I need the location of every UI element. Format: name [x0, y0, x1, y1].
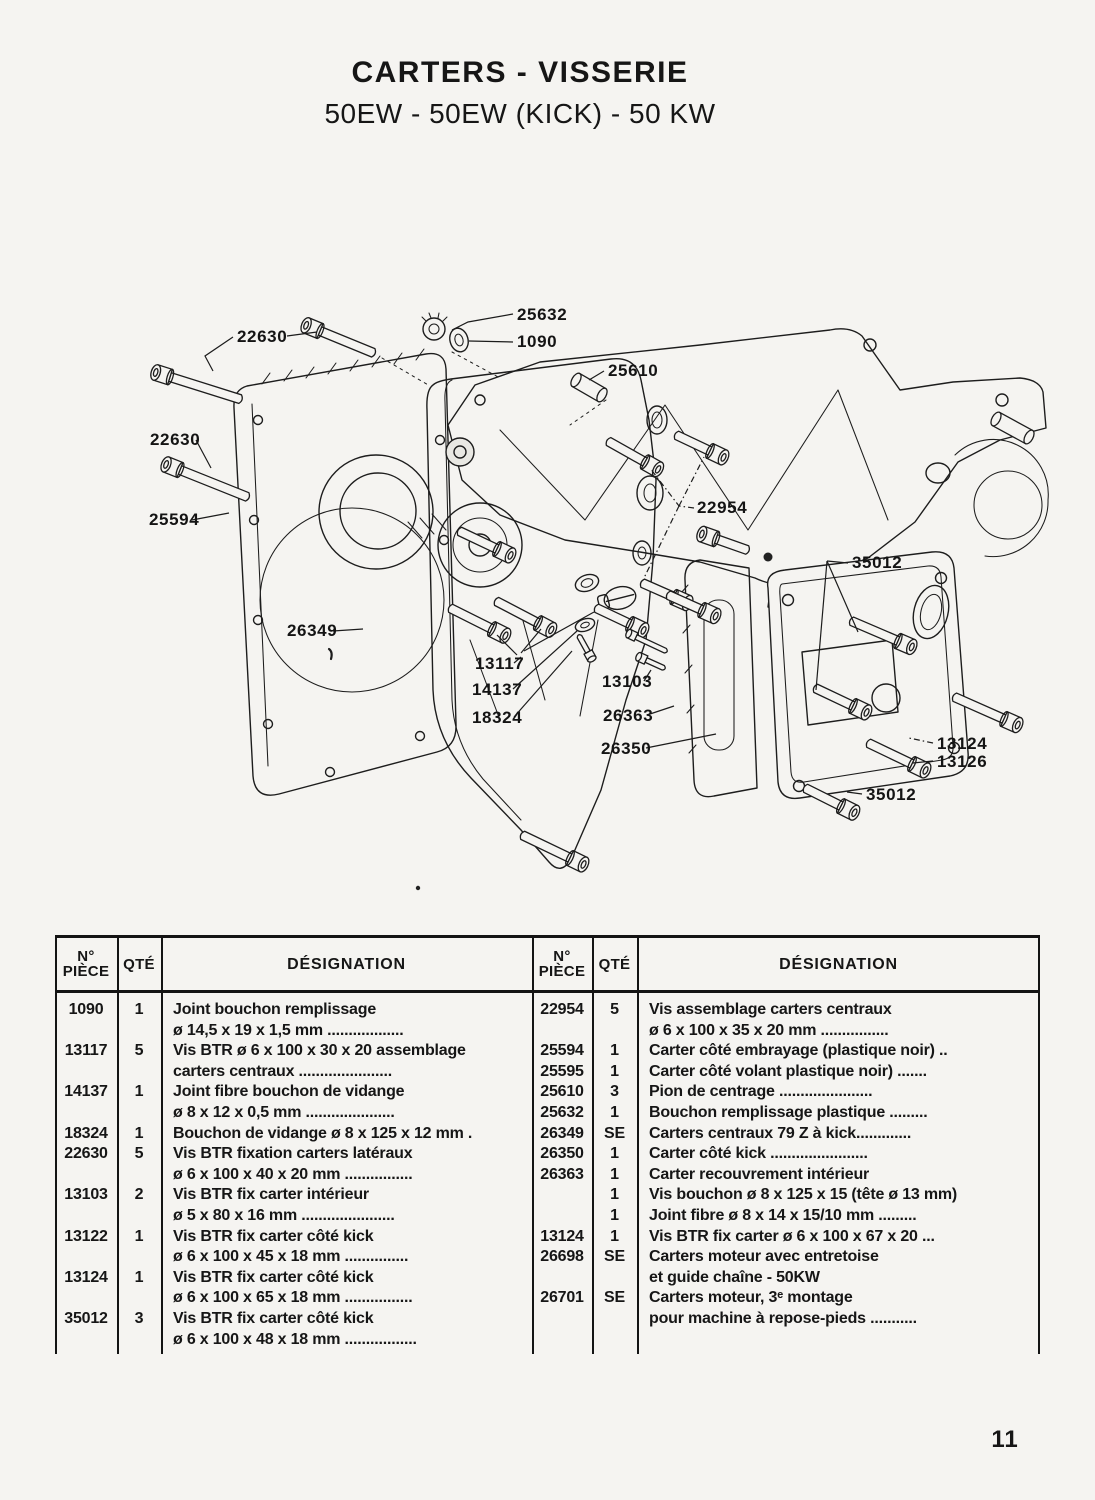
diagram-callout-label: 26363 [603, 706, 654, 725]
callout-leader [205, 337, 233, 371]
part-number-cell: 26701 [540, 1289, 584, 1307]
socket-bolt [149, 364, 244, 408]
qty-cell: SE [604, 1248, 625, 1266]
page-number: 11 [991, 1426, 1019, 1453]
page-header [0, 56, 1040, 130]
part-number-cell [532, 1206, 592, 1227]
designation-cell [637, 1082, 1040, 1103]
qty-cell: 1 [610, 1042, 619, 1060]
diagram-callout-label: 18324 [472, 708, 523, 727]
col-header-designation-label: DÉSIGNATION [287, 955, 406, 973]
qty-cell: 3 [610, 1083, 619, 1101]
socket-bolt [575, 633, 597, 664]
table-row [532, 1124, 1040, 1145]
dowel-pin [989, 411, 1036, 446]
designation-line: ø 8 x 12 x 0,5 mm ..................... [173, 1103, 395, 1121]
part-number-cell: 25632 [540, 1103, 584, 1121]
table-row [55, 1309, 532, 1350]
fibre-washer [573, 571, 601, 594]
part-number-cell: 13117 [64, 1042, 108, 1060]
designation-cell [637, 1124, 1040, 1145]
qty-cell: SE [604, 1289, 625, 1307]
table-body-right [532, 993, 1040, 1350]
designation-cell [161, 1124, 532, 1145]
col-header-qty-label: QTÉ [598, 955, 631, 973]
designation-cell [161, 1227, 532, 1268]
designation-line: Bouchon remplissage plastique ......... [649, 1103, 928, 1121]
page-subtitle: 50EW - 50EW (KICK) - 50 KW [324, 98, 716, 129]
designation-line: Vis BTR fix carter ø 6 x 100 x 67 x 20 ... [649, 1227, 935, 1245]
designation-line: pour machine à repose-pieds ........... [649, 1309, 917, 1327]
designation-cell [637, 1165, 1040, 1186]
diagram-callout-label: 22630 [150, 430, 201, 449]
designation-line: ø 6 x 100 x 65 x 18 mm ................ [173, 1289, 413, 1307]
designation-line: Vis BTR fix carter côté kick [173, 1268, 374, 1286]
table-row [55, 1268, 532, 1309]
col-header-part [532, 938, 592, 990]
designation-line: Vis BTR fix carter côté kick [173, 1309, 374, 1327]
socket-bolt [664, 587, 723, 625]
designation-line: Joint fibre bouchon de vidange [173, 1083, 405, 1101]
qty-cell: 5 [610, 1001, 619, 1018]
diagram-callout-label: 25610 [608, 361, 659, 380]
socket-bolt [695, 525, 752, 558]
exploded-diagram [0, 280, 1095, 900]
dowel-pin [569, 372, 609, 404]
col-header-part-no: N° [77, 948, 95, 965]
designation-line: ø 6 x 100 x 35 x 20 mm ................ [649, 1021, 889, 1039]
callout-leader [644, 506, 679, 578]
designation-cell [637, 1185, 1040, 1206]
part-number-cell: 25595 [540, 1062, 584, 1080]
socket-bolt [635, 652, 667, 673]
qty-cell: 1 [134, 1227, 144, 1245]
callout-leader [646, 734, 716, 748]
designation-line: Vis BTR fix carter côté kick [173, 1227, 374, 1245]
designation-line: Vis bouchon ø 8 x 125 x 15 (tête ø 13 mm) [649, 1186, 958, 1204]
designation-line: Vis BTR fix carter intérieur [173, 1186, 369, 1204]
designation-cell [161, 1309, 532, 1350]
stray-mark [329, 649, 332, 659]
qty-cell: SE [604, 1124, 625, 1142]
stray-dot [416, 886, 420, 890]
table-row [55, 1041, 532, 1082]
designation-cell [637, 1103, 1040, 1124]
designation-cell [161, 1082, 532, 1123]
filler-plug-25632 [422, 313, 447, 340]
qty-cell: 1 [610, 1103, 619, 1121]
designation-line: Bouchon de vidange ø 8 x 125 x 12 mm . [173, 1124, 473, 1142]
table-row [532, 1288, 1040, 1329]
socket-bolt [299, 316, 378, 361]
col-header-qty [592, 938, 637, 990]
diagram-callout-label: 22954 [697, 498, 748, 517]
designation-cell [161, 1185, 532, 1226]
part-number-cell: 25610 [540, 1083, 584, 1101]
qty-cell: 5 [134, 1145, 144, 1163]
part-number-cell: 18324 [64, 1124, 108, 1142]
table-row [532, 1103, 1040, 1124]
part-number-cell: 22954 [540, 1001, 584, 1018]
designation-cell [637, 1144, 1040, 1165]
designation-cell [637, 1247, 1040, 1288]
designation-cell [637, 1000, 1040, 1041]
diagram-callout-label: 14137 [472, 680, 523, 699]
table-row [55, 1082, 532, 1123]
designation-line: Vis BTR fixation carters latéraux [173, 1145, 413, 1163]
table-row [55, 1227, 532, 1268]
table-row [532, 1000, 1040, 1041]
designation-cell [637, 1227, 1040, 1248]
designation-line: Carters centraux 79 Z à kick............. [649, 1124, 912, 1142]
col-header-part-no: N° [553, 948, 571, 965]
designation-line: et guide chaîne - 50KW [649, 1268, 820, 1286]
table-row [55, 1124, 532, 1145]
col-header-designation [161, 938, 532, 990]
socket-bolt [671, 427, 731, 466]
carter-flywheel-side [955, 439, 1048, 556]
part-number-cell: 26363 [540, 1165, 584, 1183]
designation-line: ø 6 x 100 x 48 x 18 mm ................. [173, 1330, 417, 1348]
qty-cell: 1 [134, 1124, 144, 1142]
part-number-cell: 26350 [540, 1145, 584, 1163]
designation-line: carters centraux ...................... [173, 1062, 392, 1080]
qty-cell: 1 [610, 1165, 619, 1183]
qty-cell: 1 [134, 1083, 144, 1101]
designation-line: Pion de centrage ...................... [649, 1083, 873, 1101]
part-number-cell: 25594 [540, 1042, 584, 1060]
part-number-cell: 22630 [64, 1145, 108, 1163]
designation-line: Vis assemblage carters centraux [649, 1001, 892, 1018]
qty-cell: 1 [610, 1186, 619, 1204]
designation-line: Carter côté kick ....................... [649, 1145, 868, 1163]
designation-cell [161, 1041, 532, 1082]
col-header-designation-label: DÉSIGNATION [779, 955, 898, 973]
designation-cell [161, 1000, 532, 1041]
table-row [532, 1165, 1040, 1186]
diagram-callout-label: 13126 [937, 752, 988, 771]
part-number-cell: 35012 [64, 1309, 108, 1327]
table-row [55, 1000, 532, 1041]
designation-line: Carter recouvrement intérieur [649, 1165, 870, 1183]
part-number-cell: 14137 [64, 1083, 108, 1101]
designation-cell [637, 1206, 1040, 1227]
table-row [532, 1062, 1040, 1083]
designation-line: Joint bouchon remplissage [173, 1001, 377, 1018]
table-row [532, 1041, 1040, 1062]
col-header-qty-label: QTÉ [123, 955, 155, 973]
table-row [532, 1227, 1040, 1248]
page-title: CARTERS - VISSERIE [351, 56, 689, 89]
part-number-cell: 26698 [540, 1248, 584, 1266]
qty-cell: 3 [134, 1309, 144, 1327]
designation-cell [637, 1041, 1040, 1062]
qty-cell: 1 [610, 1227, 619, 1245]
diagram-callout-label: 26350 [601, 739, 652, 758]
diagram-callout-label: 22630 [237, 327, 288, 346]
callout-leader [847, 792, 862, 794]
designation-line: Joint fibre ø 8 x 14 x 15/10 mm ......... [649, 1206, 917, 1224]
callout-leader [452, 314, 513, 330]
table-row [55, 1185, 532, 1226]
filler-gasket-1090 [447, 326, 471, 354]
designation-line: ø 6 x 100 x 45 x 18 mm ............... [173, 1248, 409, 1266]
socket-bolt [603, 434, 666, 479]
col-header-part-piece: PIÈCE [62, 963, 110, 980]
qty-cell: 1 [134, 1001, 144, 1018]
designation-cell [637, 1288, 1040, 1329]
callout-leader [333, 629, 363, 631]
parts-table [55, 935, 1040, 1354]
table-row [532, 1247, 1040, 1288]
designation-line: ø 14,5 x 19 x 1,5 mm .................. [173, 1021, 404, 1039]
small-screw-dot [764, 553, 773, 562]
qty-cell: 1 [134, 1268, 144, 1286]
diagram-callout-label: 13117 [475, 654, 525, 673]
col-header-designation [637, 938, 1040, 990]
qty-cell: 2 [134, 1186, 144, 1204]
part-number-cell: 13124 [64, 1268, 108, 1286]
carter-left-cover [234, 349, 456, 795]
part-number-cell: 13103 [64, 1186, 108, 1204]
callout-leader [589, 371, 604, 380]
designation-cell [161, 1268, 532, 1309]
col-header-part [55, 938, 117, 990]
part-number-cell: 26349 [540, 1124, 584, 1142]
diagram-callout-label: 25632 [517, 305, 568, 324]
table-row [532, 1082, 1040, 1103]
qty-cell: 5 [134, 1042, 144, 1060]
part-number-cell [532, 1185, 592, 1206]
designation-line: ø 6 x 100 x 40 x 20 mm ................ [173, 1165, 413, 1183]
designation-line: Carter côté embrayage (plastique noir) .. [649, 1042, 948, 1060]
designation-line: Carters moteur, 3ᵉ montage [649, 1289, 853, 1307]
col-header-part-piece: PIÈCE [538, 963, 586, 980]
diagram-callout-label: 13103 [602, 672, 653, 691]
diagram-callout-label: 13124 [937, 734, 988, 753]
socket-bolt [591, 600, 651, 639]
assembly-guide-lines [382, 352, 606, 425]
diagram-callout-label: 26349 [287, 621, 338, 640]
table-header-row [55, 938, 1040, 993]
part-number-cell: 1090 [68, 1001, 104, 1018]
qty-cell: 1 [610, 1062, 619, 1080]
col-header-qty [117, 938, 161, 990]
callout-leader [469, 341, 513, 342]
table-body-left [55, 993, 532, 1350]
diagram-callout-label: 1090 [517, 332, 558, 351]
diagram-callout-label: 35012 [866, 785, 917, 804]
qty-cell: 1 [610, 1145, 619, 1163]
qty-cell: 1 [610, 1206, 619, 1224]
designation-cell [161, 1144, 532, 1185]
diagram-callout-label: 25594 [149, 510, 200, 529]
designation-line: ø 5 x 80 x 16 mm ...................... [173, 1206, 395, 1224]
part-number-cell: 13124 [540, 1227, 584, 1245]
designation-line: Carter côté volant plastique noir) ....... [649, 1062, 927, 1080]
socket-bolt [454, 523, 518, 564]
designation-cell [637, 1062, 1040, 1083]
table-row [532, 1185, 1040, 1206]
part-number-cell: 13122 [64, 1227, 108, 1245]
designation-line: Carters moteur avec entretoise [649, 1248, 879, 1266]
diagram-callout-label: 35012 [852, 553, 903, 572]
table-row [532, 1206, 1040, 1227]
designation-line: Vis BTR ø 6 x 100 x 30 x 20 assemblage [173, 1042, 466, 1060]
table-row [532, 1144, 1040, 1165]
table-row [55, 1144, 532, 1185]
